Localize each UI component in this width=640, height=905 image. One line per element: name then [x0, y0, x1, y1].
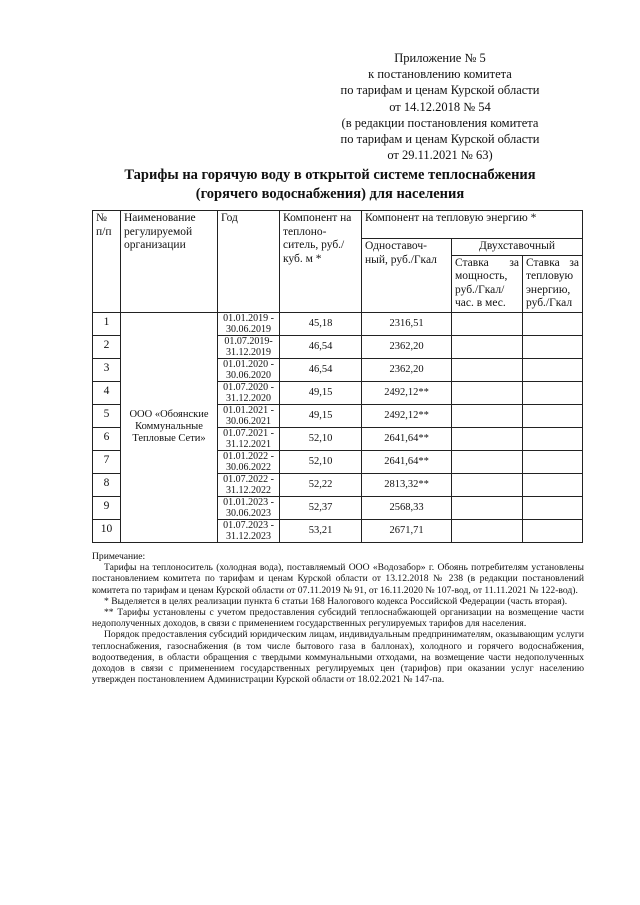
row-carrier-tariff: 52,22: [280, 473, 362, 496]
appendix-line: по тарифам и ценам Курской области: [340, 132, 540, 147]
row-capacity-rate: [452, 496, 523, 519]
row-single-rate: 2671,71: [362, 519, 452, 542]
row-number: 1: [93, 312, 121, 335]
row-number: 3: [93, 358, 121, 381]
row-single-rate: 2641,64**: [362, 427, 452, 450]
row-single-rate: 2492,12**: [362, 404, 452, 427]
header-energy-component: Компонент на тепловую энергию *: [362, 211, 583, 239]
row-period: 01.07.2020 - 31.12.2020: [218, 381, 280, 404]
row-carrier-tariff: 45,18: [280, 312, 362, 335]
table-row: [93, 312, 583, 335]
header-carrier-component: Компонент на теплоно-ситель, руб./куб. м *: [280, 211, 362, 313]
row-energy-rate: [523, 427, 583, 450]
row-capacity-rate: [452, 427, 523, 450]
appendix-line: Приложение № 5: [394, 51, 486, 65]
row-energy-rate: [523, 473, 583, 496]
row-carrier-tariff: 49,15: [280, 404, 362, 427]
row-single-rate: 2362,20: [362, 335, 452, 358]
row-period: 01.01.2022 - 30.06.2022: [218, 450, 280, 473]
header-capacity-rate: Ставка за мощность, руб./Гкал/час. в мес.: [452, 255, 523, 312]
row-capacity-rate: [452, 519, 523, 542]
row-capacity-rate: [452, 404, 523, 427]
appendix-line: по тарифам и ценам Курской области: [340, 83, 540, 98]
document-title: [60, 166, 600, 204]
row-carrier-tariff: 46,54: [280, 335, 362, 358]
note-paragraph: Порядок предоставления субсидий юридическим лицам, индивидуальным предпринимателям, оказывающим услуги теплоснабжения, газоснабжения (в том числе бытового газа в баллонах), холодного и горячего водоснабжения, водоотведения, в области обращения с твердыми коммунальными отходами, на возмещение части недополученных доходов в связи с применением государственных регулируемых цен (тарифов) при оказании услуг населению утвержден постановлением Администрации Курской области от 18.02.2021 № 147-па.: [92, 629, 584, 686]
notes-section: [92, 551, 584, 685]
row-period: 01.07.2023 - 31.12.2023: [218, 519, 280, 542]
header-single-rate: Одноставоч-ный, руб./Гкал: [362, 239, 452, 313]
note-paragraph: * Выделяется в целях реализации пункта 6 статьи 168 Налогового кодекса Российской Федерации (часть вторая).: [104, 595, 568, 607]
row-energy-rate: [523, 381, 583, 404]
header-num: № п/п: [93, 211, 121, 313]
row-single-rate: 2641,64**: [362, 450, 452, 473]
row-period: 01.07.2021 - 31.12.2021: [218, 427, 280, 450]
note-paragraph: Тарифы на теплоноситель (холодная вода), поставляемый ООО «Водозабор» г. Обоянь потребителям установлены постановлением комитета по тарифам и ценам Курской области от 13.12.2018 № 238 (в редакции постановлений комитета по тарифам и ценам Курской области от 07.11.2019 № 91, от 16.11.2020 № 107-вод, от 11.11.2021 № 122-вод).: [92, 562, 584, 596]
row-period: 01.07.2019- 31.12.2019: [218, 335, 280, 358]
tariff-table: [92, 210, 583, 543]
row-period: 01.07.2022 - 31.12.2022: [218, 473, 280, 496]
row-carrier-tariff: 46,54: [280, 358, 362, 381]
row-capacity-rate: [452, 381, 523, 404]
row-period: 01.01.2020 - 30.06.2020: [218, 358, 280, 381]
row-single-rate: 2813,32**: [362, 473, 452, 496]
header-energy-rate: Ставка за тепловую энергию, руб./Гкал: [523, 255, 583, 312]
row-number: 10: [93, 519, 121, 542]
row-number: 6: [93, 427, 121, 450]
row-period: 01.01.2023 - 30.06.2023: [218, 496, 280, 519]
organization-name: ООО «Обоянские Коммунальные Тепловые Сети»: [121, 312, 218, 542]
row-energy-rate: [523, 496, 583, 519]
row-capacity-rate: [452, 335, 523, 358]
row-number: 4: [93, 381, 121, 404]
row-period: 01.01.2021 - 30.06.2021: [218, 404, 280, 427]
row-carrier-tariff: 52,10: [280, 450, 362, 473]
row-carrier-tariff: 53,21: [280, 519, 362, 542]
row-energy-rate: [523, 450, 583, 473]
row-capacity-rate: [452, 312, 523, 335]
header-organization: Наименование регулируемой организации: [121, 211, 218, 313]
appendix-line: (в редакции постановления комитета: [341, 115, 539, 130]
notes-heading: Примечание:: [92, 551, 146, 562]
row-single-rate: 2568,33: [362, 496, 452, 519]
row-carrier-tariff: 52,10: [280, 427, 362, 450]
row-single-rate: 2316,51: [362, 312, 452, 335]
row-single-rate: 2492,12**: [362, 381, 452, 404]
title-line-1: Тарифы на горячую воду в открытой системе теплоснабжения: [124, 167, 536, 183]
header-year: Год: [218, 211, 280, 313]
row-carrier-tariff: 49,15: [280, 381, 362, 404]
row-number: 9: [93, 496, 121, 519]
row-number: 5: [93, 404, 121, 427]
header-double-rate: Двухставочный: [452, 239, 583, 256]
row-carrier-tariff: 52,37: [280, 496, 362, 519]
row-number: 7: [93, 450, 121, 473]
appendix-line: к постановлению комитета: [368, 67, 512, 82]
row-single-rate: 2362,20: [362, 358, 452, 381]
row-energy-rate: [523, 335, 583, 358]
title-line-2: (горячего водоснабжения) для населения: [195, 186, 465, 202]
row-energy-rate: [523, 358, 583, 381]
note-paragraph: ** Тарифы установлены с учетом предоставления субсидий теплоснабжающей организации на возмещение части недополученных доходов, в связи с применением государственных регулируемых тарифов для населения.: [92, 607, 584, 630]
row-capacity-rate: [452, 358, 523, 381]
appendix-line: от 14.12.2018 № 54: [389, 99, 491, 114]
row-number: 2: [93, 335, 121, 358]
appendix-line: от 29.11.2021 № 63): [387, 148, 493, 163]
row-energy-rate: [523, 404, 583, 427]
row-period: 01.01.2019 - 30.06.2019: [218, 312, 280, 335]
row-capacity-rate: [452, 473, 523, 496]
row-energy-rate: [523, 519, 583, 542]
row-number: 8: [93, 473, 121, 496]
row-energy-rate: [523, 312, 583, 335]
row-capacity-rate: [452, 450, 523, 473]
appendix-header: [300, 50, 580, 163]
